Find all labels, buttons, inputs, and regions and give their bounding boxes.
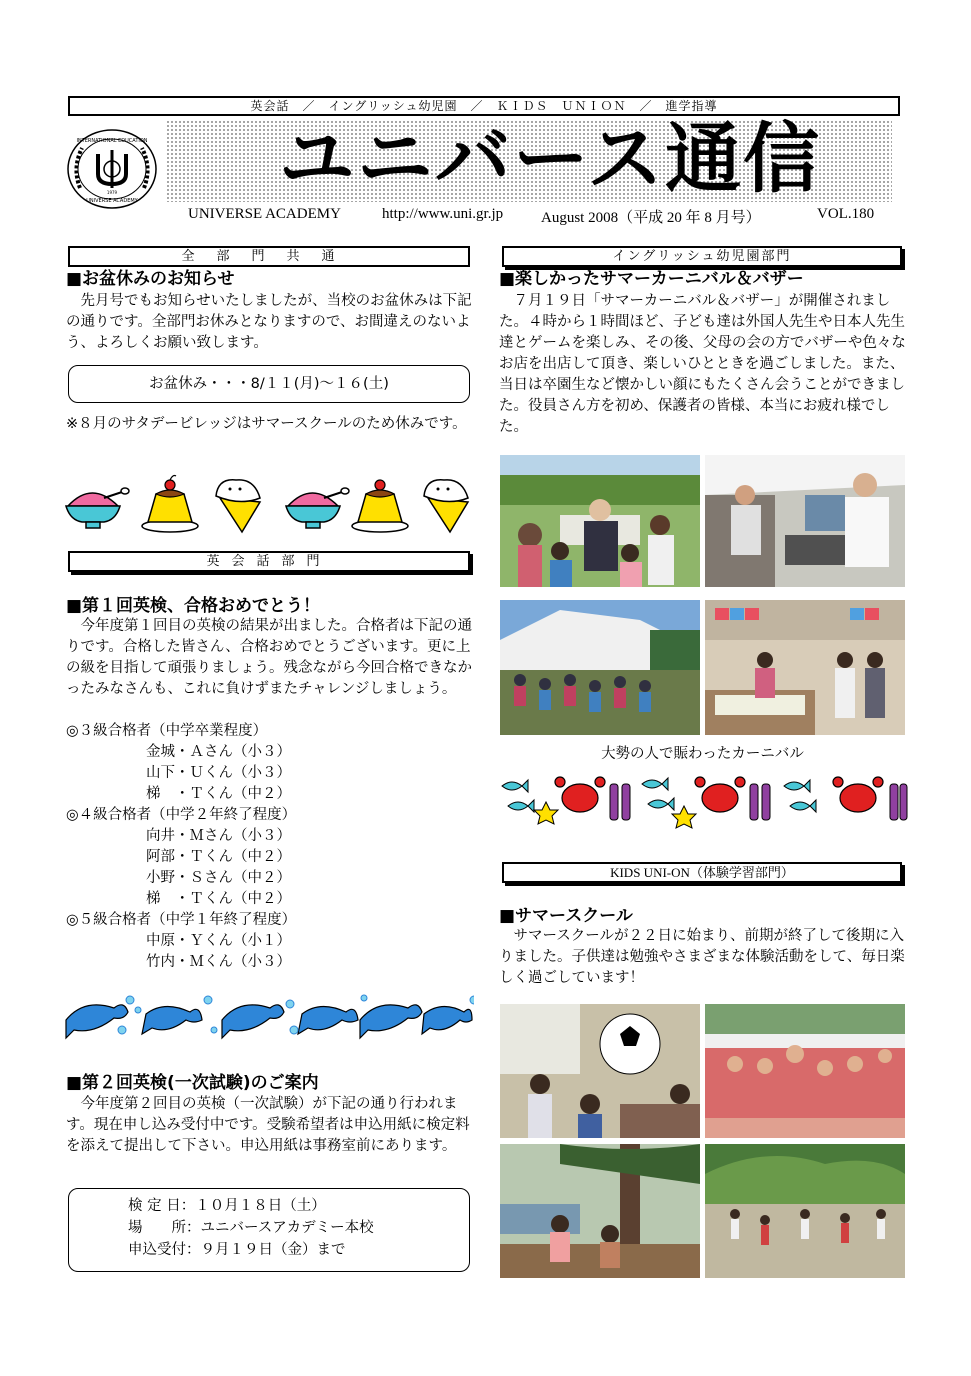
header-topline: 英会話 ／ イングリッシュ幼児園 ／ ＫＩＤＳ ＵＮＩＯＮ ／ 進学指導: [68, 96, 900, 116]
grade3-name: 山下・Ｕくん（小３）: [146, 765, 291, 781]
carnival-photo-tent-crowd: [500, 600, 700, 735]
logo-year: 1979: [106, 190, 118, 195]
section-label-english-conversation: 英会話部門: [68, 551, 470, 572]
grade5-title: ◎５級合格者（中学１年終了程度）: [66, 912, 297, 928]
saturday-village-note: ※８月のサタデービレッジはサマースクールのため休みです。: [66, 416, 467, 432]
carnival-heading: ■楽しかったサマーカーニバル＆バザー: [499, 269, 804, 289]
website-url[interactable]: http://www.uni.gr.jp: [382, 206, 504, 222]
exam-date: 検 定 日：１０月１８日（土）: [128, 1198, 326, 1214]
grade4-name: 向井・Ｍさん（小３）: [146, 828, 291, 844]
carnival-body: ７月１９日「サマーカーニバル＆バザー」が開催されました。４時から１時間ほど、子ども達は外国人先生や日本人先生達とゲームを楽しみ、その後、父母の会の方でバザーや色々なお店を出店して頂き、楽しいひとときを過ごしました。また、当日は卒園生など懐かしい顔にもたくさん会うことができました。役員さん方を初め、保護者の皆様、本当にお疲れ様でした。: [499, 293, 906, 435]
summer-photo-tree-outdoors: [500, 1144, 700, 1278]
dessert-clipart-row: [64, 474, 474, 534]
eiken-round2-heading: ■第２回英検(一次試験)のご案内: [66, 1073, 319, 1093]
grade4-name: 小野・Ｓさん（中２）: [146, 870, 291, 886]
exam-deadline: 申込受付：９月１９日（金）まで: [128, 1242, 346, 1258]
exam-location: 場 所：ユニバースアカデミー本校: [128, 1220, 374, 1236]
obon-dates: お盆休み・・・8/１１(月)～１６(土): [149, 376, 389, 392]
obon-dates-box: [68, 365, 470, 403]
issue-date: August 2008（平成 20 年 8 月号）: [541, 210, 761, 226]
grade4-name: 梯 ・Ｔくん（中２）: [146, 891, 291, 907]
carnival-photo-games: [500, 455, 700, 587]
grade5-name: 竹内・Ｍくん（小３）: [146, 954, 291, 970]
grade4-title: ◎４級合格者（中学２年終了程度）: [66, 807, 297, 823]
org-name: UNIVERSE ACADEMY: [188, 206, 341, 222]
dolphin-clipart-row: [64, 990, 474, 1044]
section-label-kids-union: KIDS UNI-ON（体験学習部門）: [502, 862, 902, 883]
eiken-pass-body: 今年度第１回目の英検の結果が出ました。合格者は下記の通りです。合格した皆さん、合格おめでとうございます。更に上の級を目指して頑張りましょう。残念ながら今回合格できなかったみなさんも、これに負けずまたチャレンジしましょう。: [66, 618, 472, 697]
grade5-name: 中原・Ｙくん（小１）: [146, 933, 291, 949]
newsletter-title: ユニバース通信: [278, 114, 822, 203]
grade3-title: ◎３級合格者（中学卒業程度）: [66, 723, 268, 739]
eiken-pass-heading: ■第１回英検、合格おめでとう！: [66, 596, 321, 616]
summer-school-body: サマースクールが２２日に始まり、前期が終了して後期に入りました。子供達は勉強やさまざまな体験活動をして、毎日楽しく過ごしています！: [499, 928, 905, 986]
volume-number: VOL.180: [817, 206, 875, 222]
carnival-caption: 大勢の人で賑わったカーニバル: [601, 746, 804, 762]
carnival-photo-bazaar-grill: [705, 455, 905, 587]
section-label-all-departments: 全部門共通: [68, 246, 470, 267]
summer-school-heading: ■サマースクール: [499, 906, 633, 926]
logo-text-bottom: UNIVERSE ACADEMY: [86, 198, 138, 204]
summer-photo-field-games: [705, 1144, 905, 1278]
obon-heading: ■お盆休みのお知らせ: [66, 269, 235, 289]
grade3-name: 梯 ・Ｔくん（中２）: [146, 786, 291, 802]
eiken-round2-body: 今年度第２回目の英検（一次試験）が下記の通り行われます。現在申し込み受付中です。受験希望者は申込用紙に検定料を添えて提出して下さい。申込用紙は事務室前にあります。: [66, 1096, 470, 1154]
grade4-name: 阿部・Ｔくん（中２）: [146, 849, 291, 865]
grade3-name: 金城・Ａさん（小３）: [146, 744, 291, 760]
summer-photo-pool: [705, 1004, 905, 1138]
logo-text-top: INTERNATIONAL EDUCATION: [76, 138, 148, 144]
section-label-english-kindergarten: イングリッシュ幼児園部門: [502, 246, 902, 267]
carnival-photo-indoor-stalls: [705, 600, 905, 735]
obon-body: 先月号でもお知らせいたしましたが、当校のお盆休みは下記の通りです。全部門お休みとなりますので、お間違えのないよう、よろしくお願い致します。: [66, 293, 472, 351]
academy-logo: [64, 128, 160, 210]
sea-creature-clipart-row: [498, 770, 908, 830]
summer-photo-classroom-ball: [500, 1004, 700, 1138]
